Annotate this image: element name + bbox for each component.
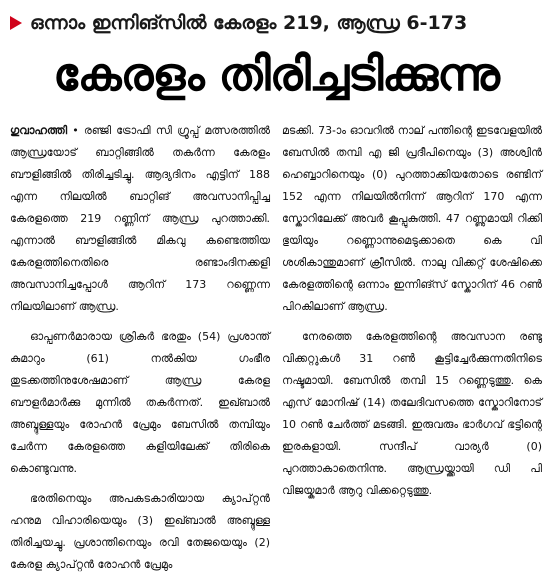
paragraph: ഭരതിനെയും അപകടകാരിയായ ക്യാപ്റ്റൻ ഹനുമ വിഹാരിയെയും (3) ഇഖ്ബാൽ അബ്ദുള്ള തിരിച്ചയച്ചു. പ്രശാന്തിനെയും രവി തേജയെയും (2) കേരള ക്യാപ്റ്റൻ രോഹൻ പ്രേമും (10, 492, 270, 571)
right-column (282, 120, 542, 584)
kicker (10, 8, 542, 38)
paragraph: ഓപ്പണർമാരായ ശ്രികർ ഭരതും (54) പ്രശാന്ത് കുമാറും (61) നൽകിയ ഗംഭീര തുടക്കത്തിനുശേഷമാണ് ആന്ധ്ര കേരള ബൗളർമാർക്കു മുന്നിൽ തകർന്നത്. ഇഖ്ബാൽ അബ്ദുള്ളയും രോഹൻ പ്രേമും ബേസിൽ തമ്പിയും ചേർന്ന കേരളത്തെ കളിയിലേക്ക് തിരികെ കൊണ്ടുവന്നു. (10, 330, 270, 475)
kicker-text: ഒന്നാം ഇന്നിങ്സിൽ കേരളം 219, ആന്ധ്ര 6-173 (30, 12, 468, 34)
paragraph-text: രഞ്ജി ട്രോഫി സി ഗ്രൂപ്പ് മത്സരത്തിൽ ആന്ധ്രയോട് ബാറ്റിങ്ങിൽ തകർന്ന കേരളം ബൗളിങ്ങിൽ തിരിച്ചടിച്ചു. ആദ്യദിനം എട്ടിന് 188 എന്ന നിലയിൽ ബാറ്റിങ് അവസാനിപ്പിച്ച കേരളത്തെ 219 റണ്ണിന് ആന്ധ്ര പുറത്താക്കി. എന്നാൽ ബൗളിങ്ങിൽ മികവു കണ്ടെത്തിയ കേരളത്തിനെതിരെ രണ്ടാംദിനക്കളി അവസാനിച്ചപ്പോൾ ആറിന് 173 റണ്ണെന്ന നിലയിലാണ് ആന്ധ്ര. (10, 124, 271, 313)
triangle-arrow-icon (10, 16, 22, 30)
dateline-separator: • (72, 124, 79, 137)
paragraph (10, 120, 270, 318)
headline: കേരളം തിരിച്ചടിക്കുന്നു (53, 47, 499, 101)
paragraph: മടക്കി. 73-ാം ഓവറിൽ നാല് പന്തിന്റെ ഇടവേളയിൽ ബേസിൽ തമ്പി എ ജി പ്രദീപിനെയും (3) അശ്വിൻ ഹെബ്ബാറിനെയും (0) പുറത്താക്കിയതോടെ രണ്ടിന് 152 എന്ന നിലയിൽനിന്ന് ആറിന് 170 എന്ന സ്കോറിലേക്ക് അവർ കൂപ്പുകുത്തി. 47 റണ്ണുമായി റിക്കി ഭുയിയും റണ്ണൊന്നുമെടുക്കാതെ കെ വി ശശികാന്തുമാണ് ക്രീസിൽ. നാലു വിക്കറ്റ് ശേഷിക്കെ കേരളത്തിന്റെ ഒന്നാം ഇന്നിങ്സ് സ്കോറിന് 46 റൺ പിറകിലാണ് ആന്ധ്ര. (282, 124, 542, 313)
dateline: ഗുവാഹത്തി (10, 124, 68, 137)
paragraph: നേരത്തെ കേരളത്തിന്റെ അവസാന രണ്ടു വിക്കറ്റുകൾ 31 റൺ കൂട്ടിച്ചേർക്കുന്നതിനിടെ നഷ്ടമായി. ബേസിൽ തമ്പി 15 റണ്ണെടുത്തു. കെ എസ് മോനിഷ് (14) തലേദിവസത്തെ സ്കോറിനോട് 10 റൺ ചേർത്ത് മടങ്ങി. ഇരുവരും ഭാർഗവ് ഭട്ടിന്റെ ഇരകളായി. സന്ദീപ് വാര്യർ (0) പുറത്താകാതെനിന്നു. ആന്ധ്രയ്ക്കായി ഡി പി വിജയ്കുമാർ ആറു വിക്കറ്റെടുത്തു. (282, 330, 542, 497)
left-column (10, 120, 270, 584)
article-body (10, 120, 542, 584)
